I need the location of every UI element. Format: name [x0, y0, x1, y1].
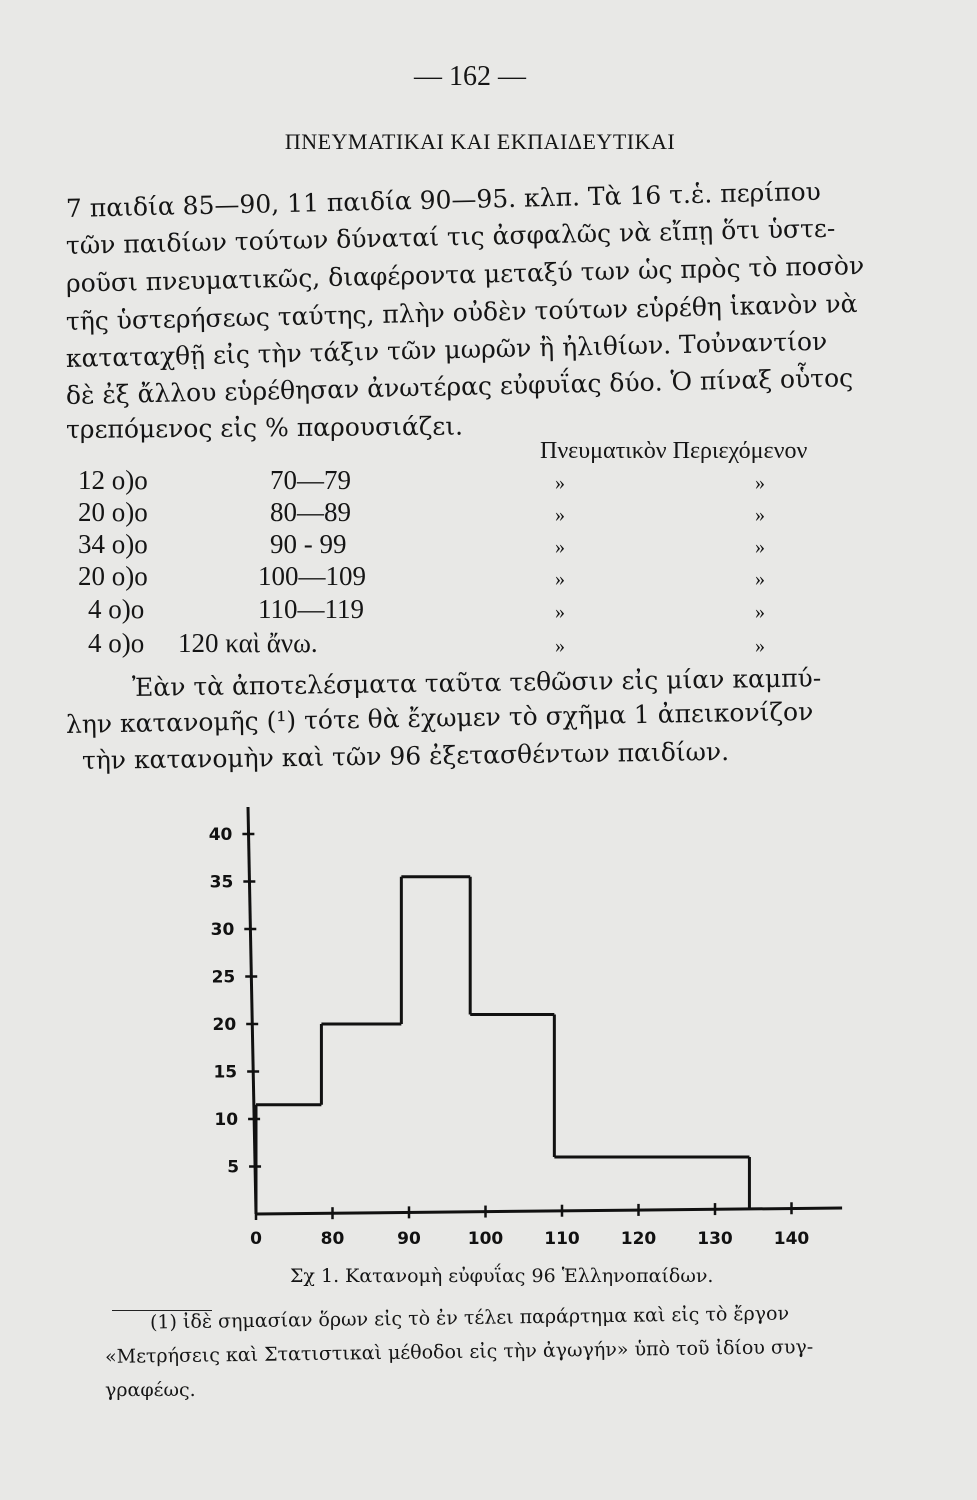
table-cell-ditto1: » — [555, 536, 565, 558]
text-line: Ἐὰν τὰ ἀποτελέσματα ταῦτα τεθῶσιν εἰς μίαν καμπύ- — [131, 663, 822, 702]
x-tick-label: 110 — [544, 1229, 580, 1249]
table-cell-ditto1: » — [555, 601, 565, 623]
text-line: λην κατανομῆς (¹) τότε θὰ ἔχωμεν τὸ σχῆμα 1 ἀπεικονίζον — [65, 696, 814, 739]
table-cell-ditto1: » — [555, 472, 565, 494]
text-line: τῶν παιδίων τούτων δύναταί τις ἀσφαλῶς νὰ εἴπῃ ὅτι ὑστε- — [65, 213, 836, 260]
x-axis — [256, 1208, 842, 1214]
x-tick-label: 100 — [467, 1229, 504, 1249]
text-line: καταταχθῇ εἰς τὴν τάξιν τῶν μωρῶν ἢ ἠλιθίων. Τοὐναντίον — [65, 326, 828, 373]
table-cell-range: 120 καὶ ἄνω. — [178, 628, 318, 658]
table-cell-ditto2: » — [755, 635, 765, 657]
table-cell-percent: 4 ο)ο — [88, 628, 145, 658]
table-cell-ditto1: » — [555, 635, 565, 657]
y-tick-label: 35 — [209, 872, 234, 893]
table-cell-range: 90 - 99 — [270, 529, 347, 559]
y-tick-label: 40 — [208, 825, 233, 845]
table-cell-ditto2: » — [755, 472, 765, 494]
x-tick-label: 130 — [697, 1229, 733, 1249]
table-cell-ditto2: » — [755, 536, 765, 558]
footnote-line: «Μετρήσεις καὶ Στατιστικαὶ μέθοδοι εἰς τὴν ἀγωγήν» ὑπὸ τοῦ ἰδίου συγ- — [104, 1336, 814, 1368]
x-tick-label: 80 — [320, 1229, 345, 1249]
table-cell-range: 70—79 — [270, 465, 351, 495]
y-tick-label: 10 — [214, 1110, 239, 1130]
page-number: — 162 — — [414, 61, 526, 92]
table-cell-ditto1: » — [555, 568, 565, 590]
text-line: 7 παιδία 85—90, 11 παιδία 90—95. κλπ. Τὰ 16 τ.ἑ. περίπου — [65, 176, 822, 223]
table-cell-ditto2: » — [755, 568, 765, 590]
text-line: τρεπόμενος εἰς % παρουσιάζει. — [65, 411, 464, 444]
footnote-line: γραφέως. — [105, 1379, 196, 1401]
table-cell-percent: 4 ο)ο — [88, 594, 145, 624]
text-line: ροῦσι πνευματικῶς, διαφέροντα μεταξύ των ὡς πρὸς τὸ ποσὸν — [65, 250, 865, 298]
y-tick-label: 5 — [227, 1157, 240, 1178]
x-tick-label: 120 — [620, 1229, 657, 1249]
x-tick-label: 0 — [250, 1229, 262, 1249]
table-cell-percent: 34 ο)ο — [78, 529, 148, 559]
table-cell-range: 110—119 — [258, 594, 364, 624]
table-cell-percent: 12 ο)ο — [78, 465, 148, 495]
table-cell-ditto1: » — [555, 504, 565, 526]
table-cell-ditto2: » — [755, 601, 765, 623]
footnote-line: (1) ἰδὲ σημασίαν ὅρων εἰς τὸ ἐν τέλει παράρτημα καὶ εἰς τὸ ἔργον — [149, 1302, 790, 1334]
table-header: Πνευματικὸν Περιεχόμενον — [540, 438, 808, 464]
x-tick-label: 140 — [773, 1229, 810, 1249]
table-cell-ditto2: » — [755, 504, 765, 526]
text-line: τὴν κατανομὴν καὶ τῶν 96 ἐξετασθέντων παιδίων. — [81, 736, 730, 775]
table-cell-range: 80—89 — [270, 497, 351, 527]
text-line: τῆς ὑστερήσεως ταύτης, πλὴν οὐδὲν τούτων εὑρέθη ἱκανὸν νὰ — [65, 289, 858, 336]
y-tick-label: 20 — [212, 1015, 237, 1035]
y-tick-label: 15 — [213, 1062, 238, 1083]
table-cell-range: 100—109 — [258, 561, 366, 591]
y-tick-label: 25 — [211, 967, 236, 988]
table-cell-percent: 20 ο)ο — [78, 561, 148, 591]
y-tick-label: 30 — [210, 920, 235, 940]
x-tick-label: 90 — [397, 1229, 421, 1249]
table-cell-percent: 20 ο)ο — [78, 497, 148, 527]
text-line: δὲ ἐξ ἄλλου εὑρέθησαν ἀνωτέρας εὐφυΐας δύο. Ὁ πίναξ οὗτος — [65, 363, 854, 410]
section-title: ΠΝΕΥΜΑΤΙΚΑΙ ΚΑΙ ΕΚΠΑΙΔΕΥΤΙΚΑΙ — [284, 129, 676, 154]
figure-caption: Σχ 1. Κατανομὴ εὐφυΐας 96 Ἑλληνοπαίδων. — [290, 1265, 714, 1287]
